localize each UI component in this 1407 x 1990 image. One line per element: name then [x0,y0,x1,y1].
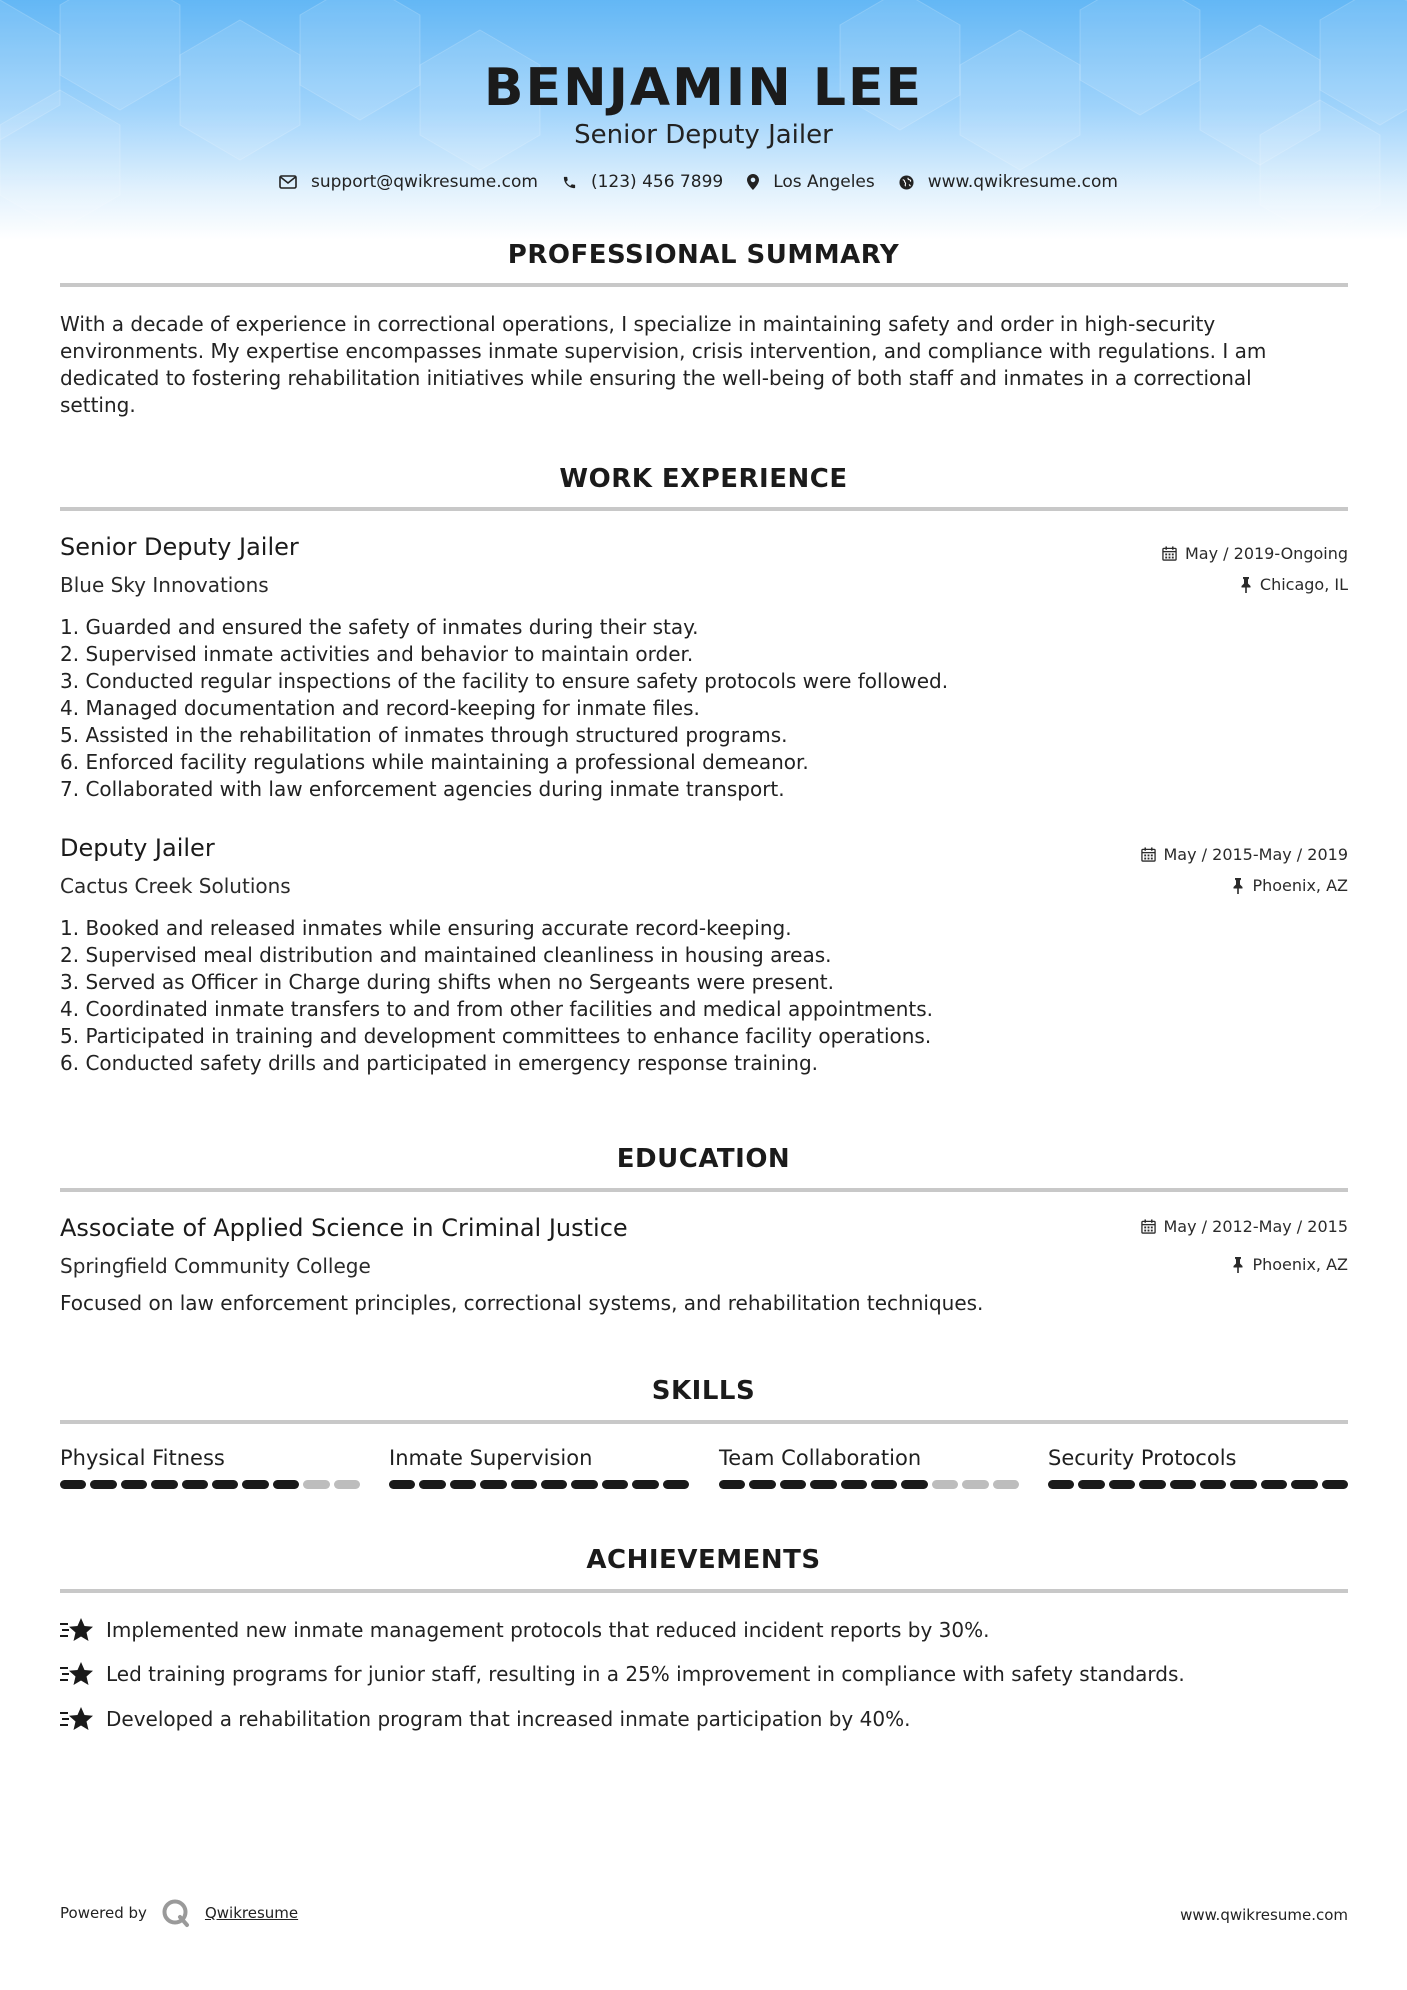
job-bullet: 4. Coordinated inmate transfers to and from other facilities and medical appointments. [60,997,933,1021]
achievement-text: Led training programs for junior staff, resulting in a 25% improvement in compliance with safety standards. [106,1662,1185,1686]
job-location [1240,575,1348,594]
skill-level-bar [1048,1480,1348,1489]
skill-segment-filled [511,1480,537,1489]
globe-icon [899,175,914,190]
footer-branding [60,1898,298,1928]
skill-name: Inmate Supervision [389,1446,593,1470]
skill-segment-filled [273,1480,299,1489]
skill-segment-filled [780,1480,806,1489]
skill-segment-filled [810,1480,836,1489]
job-dates-text: May / 2019-Ongoing [1185,544,1348,563]
job-title: Senior Deputy Jailer [60,533,299,561]
achievement-text: Implemented new inmate management protocols that reduced incident reports by 30%. [106,1618,990,1642]
calendar-icon [1141,1219,1156,1234]
education-location-text: Phoenix, AZ [1252,1255,1348,1274]
achievement-item [60,1705,910,1733]
education-location [1232,1255,1348,1274]
skills-divider [60,1420,1348,1424]
job-company: Blue Sky Innovations [60,573,269,597]
skill-segment-filled [90,1480,116,1489]
location-text: Los Angeles [773,172,875,192]
skill-segment-filled [1261,1480,1287,1489]
skill-segment-filled [1230,1480,1256,1489]
job-bullet: 5. Participated in training and development committees to enhance facility operations. [60,1024,932,1048]
summary-text [60,311,1350,419]
achievement-item [60,1616,989,1644]
phone-icon [562,175,577,190]
skill-segment-filled [871,1480,897,1489]
skill-level-bar [60,1480,360,1489]
summary-line: With a decade of experience in correctional operations, I specialize in maintaining safety and order in high-security [60,312,1216,336]
candidate-name: BENJAMIN LEE [483,58,924,118]
skill-segment-filled [541,1480,567,1489]
job-bullet: 2. Supervised inmate activities and behavior to maintain order. [60,642,694,666]
skill-segment-filled [242,1480,268,1489]
website-text[interactable]: www.qwikresume.com [927,172,1118,192]
contact-phone[interactable] [562,172,723,192]
job-bullet: 1. Guarded and ensured the safety of inmates during their stay. [60,615,699,639]
job-bullet: 3. Served as Officer in Charge during shifts when no Sergeants were present. [60,970,834,994]
skill-segment-filled [212,1480,238,1489]
skill-segment-filled [151,1480,177,1489]
star-icon [60,1616,94,1644]
summary-line: dedicated to fostering rehabilitation initiatives while ensuring the well-being of both staff and inmates in a correctional [60,366,1252,390]
skill-item [389,1446,689,1489]
achievement-item [60,1660,1185,1688]
calendar-icon [1141,847,1156,862]
candidate-title: Senior Deputy Jailer [574,120,833,150]
skill-segment-filled [1322,1480,1348,1489]
job-bullets [60,915,1160,1077]
summary-line: environments. My expertise encompasses inmate supervision, crisis intervention, and compliance with regulations. I am [60,339,1267,363]
job-bullet: 3. Conducted regular inspections of the facility to ensure safety protocols were followed. [60,669,949,693]
contact-email[interactable] [279,172,538,192]
skill-name: Security Protocols [1048,1446,1237,1470]
experience-heading: WORK EXPERIENCE [559,464,848,494]
skill-segment-filled [632,1480,658,1489]
school-name: Springfield Community College [60,1254,371,1278]
achievements-heading: ACHIEVEMENTS [586,1545,821,1575]
education-dates [1141,1217,1349,1236]
skill-segment-filled [480,1480,506,1489]
job-dates [1162,544,1348,563]
skill-segment-empty [962,1480,988,1489]
job-location-text: Phoenix, AZ [1252,876,1348,895]
skill-segment-filled [841,1480,867,1489]
achievements-divider [60,1589,1348,1593]
footer-website-link[interactable]: www.qwikresume.com [1180,1906,1348,1924]
job-bullet: 5. Assisted in the rehabilitation of inmates through structured programs. [60,723,788,747]
skill-segment-filled [1139,1480,1165,1489]
skill-segment-empty [993,1480,1019,1489]
skill-name: Team Collaboration [719,1446,922,1470]
education-heading: EDUCATION [616,1144,791,1174]
pushpin-icon [1232,1257,1244,1273]
degree-title: Associate of Applied Science in Criminal Justice [60,1214,628,1242]
skill-segment-filled [121,1480,147,1489]
education-divider [60,1188,1348,1192]
skill-segment-empty [303,1480,329,1489]
phone-text[interactable]: (123) 456 7899 [590,172,724,192]
experience-divider [60,507,1348,511]
skill-segment-filled [719,1480,745,1489]
skill-segment-filled [60,1480,86,1489]
job-bullets [60,614,1160,803]
calendar-icon [1162,546,1177,561]
skill-segment-filled [1078,1480,1104,1489]
summary-divider [60,283,1348,287]
job-title: Deputy Jailer [60,834,215,862]
qwikresume-logo-icon[interactable] [161,1898,191,1928]
skill-level-bar [719,1480,1019,1489]
job-location-text: Chicago, IL [1259,575,1348,594]
achievement-text: Developed a rehabilitation program that increased inmate participation by 40%. [106,1707,911,1731]
skills-heading: SKILLS [651,1376,756,1406]
pushpin-icon [1240,577,1252,593]
skill-segment-filled [602,1480,628,1489]
star-icon [60,1705,94,1733]
job-location [1232,876,1348,895]
envelope-icon [279,175,297,189]
education-dates-text: May / 2012-May / 2015 [1163,1217,1348,1236]
contact-location [747,172,875,192]
job-company: Cactus Creek Solutions [60,874,291,898]
skill-segment-filled [1200,1480,1226,1489]
skill-segment-filled [1048,1480,1074,1489]
job-dates [1141,845,1349,864]
contact-website[interactable] [899,172,1118,192]
skill-segment-filled [571,1480,597,1489]
education-description: Focused on law enforcement principles, correctional systems, and rehabilitation techniques. [60,1291,984,1315]
star-icon [60,1660,94,1688]
job-bullet: 1. Booked and released inmates while ensuring accurate record-keeping. [60,916,792,940]
skill-name: Physical Fitness [60,1446,225,1470]
powered-by-label: Powered by [60,1904,147,1922]
job-bullet: 4. Managed documentation and record-keeping for inmate files. [60,696,700,720]
job-dates-text: May / 2015-May / 2019 [1163,845,1348,864]
skill-segment-filled [1109,1480,1135,1489]
skill-segment-filled [749,1480,775,1489]
summary-heading: PROFESSIONAL SUMMARY [507,240,900,270]
skill-segment-empty [932,1480,958,1489]
brand-link[interactable]: Qwikresume [204,1904,299,1922]
job-bullet: 2. Supervised meal distribution and maintained cleanliness in housing areas. [60,943,832,967]
pushpin-icon [1232,878,1244,894]
skill-segment-filled [1291,1480,1317,1489]
skill-segment-filled [1170,1480,1196,1489]
map-pin-icon [747,174,759,190]
job-bullet: 6. Enforced facility regulations while maintaining a professional demeanor. [60,750,809,774]
contact-bar [0,172,1407,192]
skill-segment-filled [663,1480,689,1489]
skill-level-bar [389,1480,689,1489]
skill-item [719,1446,1019,1489]
skill-segment-filled [901,1480,927,1489]
skill-segment-filled [419,1480,445,1489]
skill-item [60,1446,360,1489]
skill-segment-filled [182,1480,208,1489]
email-text[interactable]: support@qwikresume.com [311,172,538,192]
job-bullet: 6. Conducted safety drills and participated in emergency response training. [60,1051,819,1075]
skill-segment-filled [389,1480,415,1489]
summary-line: setting. [60,393,136,417]
job-bullet: 7. Collaborated with law enforcement agencies during inmate transport. [60,777,785,801]
skill-item [1048,1446,1348,1489]
skill-segment-filled [450,1480,476,1489]
skill-segment-empty [334,1480,360,1489]
